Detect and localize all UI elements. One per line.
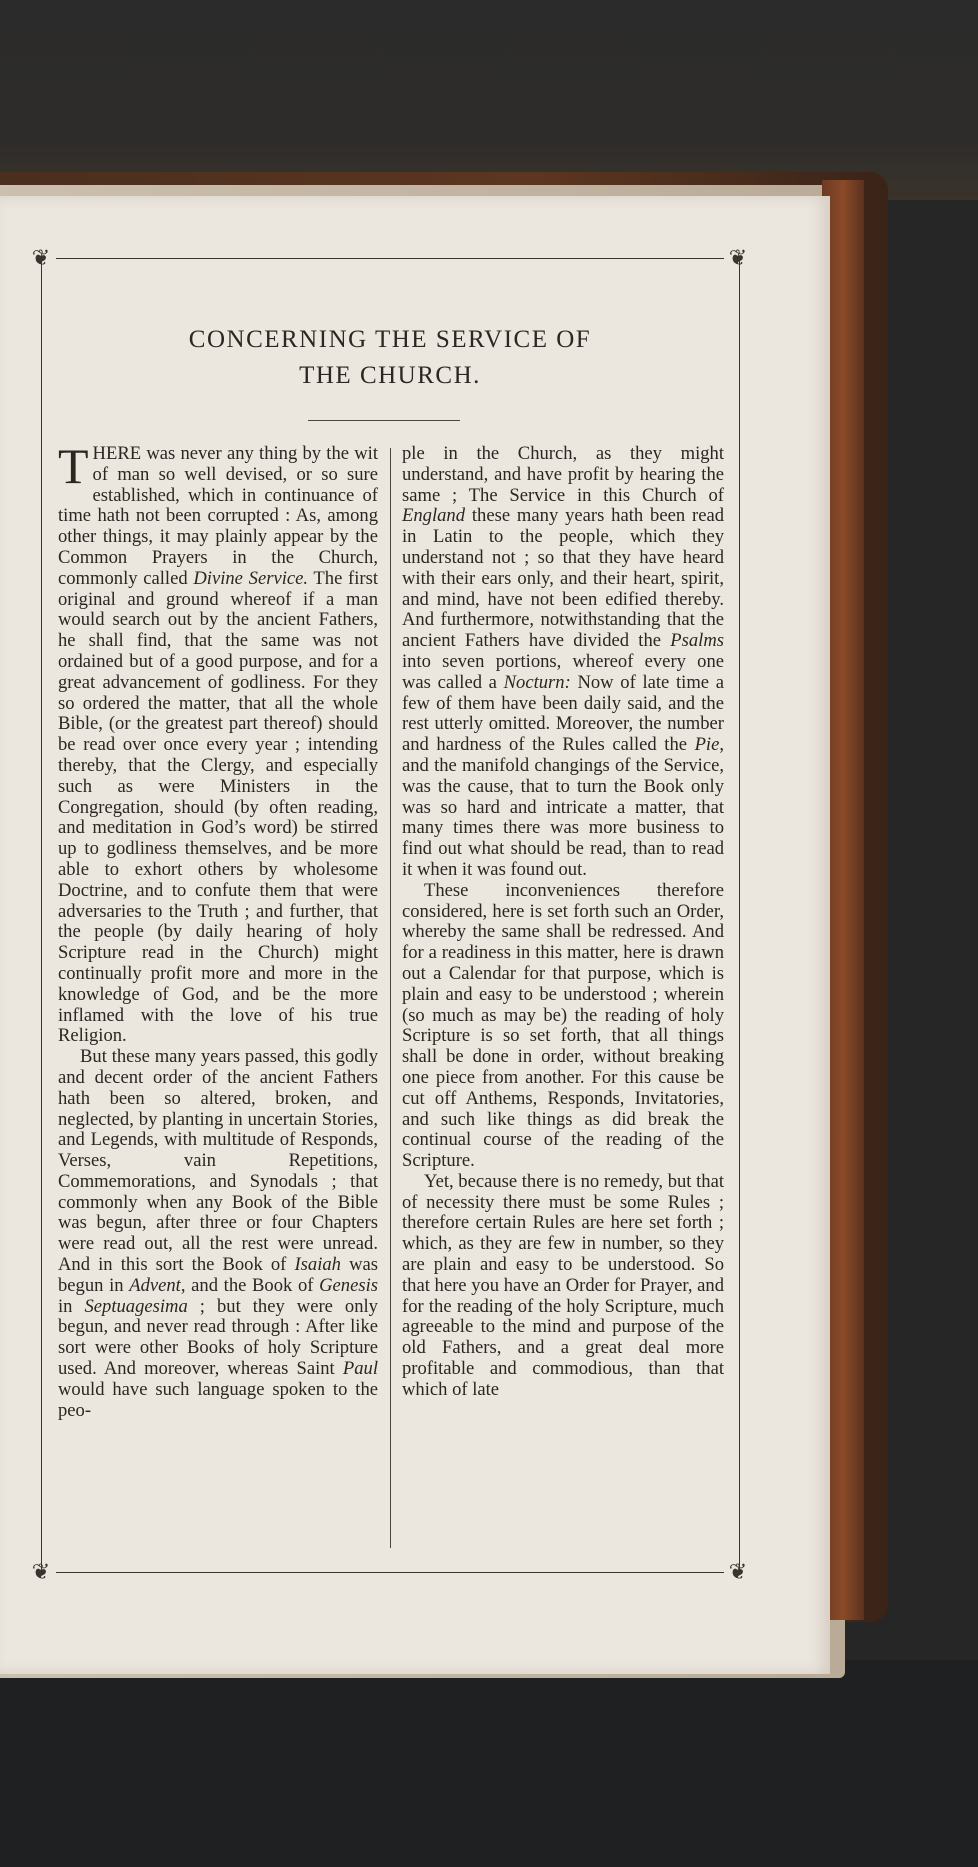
paragraph-text: ; but they were only begun, and never read through : After like sort were other Books of holy Scripture used. And moreover, whereas Saint: [58, 1295, 378, 1380]
italic-term: Septuagesima: [84, 1295, 188, 1317]
paragraph-continued: [402, 444, 724, 881]
italic-term: Divine Service.: [193, 567, 309, 589]
right-column: [402, 444, 724, 1401]
paragraph-2: [58, 1047, 378, 1421]
frame-bottom-rule: [56, 1572, 724, 1573]
left-column: [58, 438, 379, 1421]
italic-term: Genesis: [319, 1274, 378, 1296]
background-top: [0, 0, 978, 200]
paragraph-text: in: [58, 1295, 85, 1317]
paragraph-text: into seven portions, whereof every one was called a: [402, 650, 724, 693]
paragraph-1: [58, 438, 379, 1047]
background-bottom: [0, 1660, 978, 1867]
paragraph-text: , and the Book of: [180, 1274, 320, 1296]
italic-term: Advent: [129, 1274, 181, 1296]
lead-word: HERE: [92, 443, 142, 464]
page-title-line2: THE CHURCH.: [299, 362, 481, 389]
paragraph-text: But these many years passed, this godly and decent order of the ancient Fathers hath been so altered, broken, and neglected, by planting in uncertain Stories, and Legends, with multitude of Responds, Verses, vain Repetitions, Commemorations, and Synodals ; that commonly when any Book of the Bible was begun, after three or four Chapters were read out, all the rest were unread. And in this sort the Book of: [58, 1046, 378, 1276]
paragraph-4: Yet, because there is no remedy, but that of necessity there must be some Rules ; therefore certain Rules are here set forth ; which, as they are few in number, so they are plain and easy to be understood. So that here you have an Order for Prayer, and for the reading of the holy Scripture, much agreeable to the mind and purpose of the old Fathers, and a great deal more profitable and commodious, than that which of late: [402, 1170, 725, 1400]
title-rule: [308, 420, 460, 421]
paragraph-text: , and the manifold changings of the Service, was the cause, that to turn the Book only was so hard and intricate a matter, that many times there was more business to find out what should be read, than to read it when it was found out.: [402, 734, 724, 880]
ornament-top-left-icon: ❦: [31, 245, 51, 270]
book-page: [0, 196, 830, 1674]
column-divider: [390, 448, 391, 1548]
paragraph-text: Now of late time a few of them have been daily said, and the rest utterly omitted. Moreover, the number and hardness of the Rules called the: [402, 671, 724, 756]
ornament-top-right-icon: ❦: [728, 245, 748, 270]
drop-cap: T: [58, 438, 89, 494]
ornament-bottom-right-icon: ❦: [728, 1559, 748, 1584]
ornament-bottom-left-icon: ❦: [31, 1559, 51, 1584]
italic-term: Nocturn:: [503, 671, 571, 693]
paragraph-text: these many years hath been read in Latin to the people, which they understand not ; so that they have heard with their ears only, and their heart, spirit, and mind, have not been edified thereby. And furthermore, notwithstanding that the ancient Fathers have divided the: [402, 505, 724, 652]
paragraph-text: was never any thing by the wit of man so well devised, or so sure established, which in continuance of time hath not been corrupted : As, among other things, it may plainly appear by the Common Prayers in the Church, commonly called: [58, 443, 378, 589]
paragraph-text: The first original and ground whereof if a man would search out by the ancient Fathers, he shall find, that the same was not ordained but of a good purpose, and for a great advancement of godliness. For they so ordered the matter, that all the whole Bible, (or the greatest part thereof) should be read over once every year ; intending thereby, that the Clergy, and especially such as were Ministers in the Congregation, should (by often reading, and meditation in God’s word) be stirred up to godliness themselves, and be more able to exhort others by wholesome Doctrine, and to confute them that were adversaries to the Truth ; and further, that the people (by daily hearing of holy Scripture read in the Church) might continually profit more and more in the knowledge of God, and be the more inflamed with the love of his true Religion.: [58, 567, 379, 1047]
italic-term: Isaiah: [294, 1254, 341, 1276]
paragraph-text: ple in the Church, as they might understand, and have profit by hearing the same ; The Service in this Church of: [402, 443, 724, 506]
italic-term: Paul: [342, 1358, 378, 1380]
italic-term: England: [402, 505, 466, 527]
paragraph-text: was begun in: [58, 1254, 378, 1296]
page-title-line1: CONCERNING THE SERVICE OF: [188, 326, 592, 353]
italic-term: Pie: [694, 734, 720, 756]
italic-term: Psalms: [670, 630, 724, 652]
paragraph-3: These inconveniences therefore considered, here is set forth such an Order, whereby the same shall be redressed. And for a readiness in this matter, here is drawn out a Calendar for that purpose, which is plain and easy to be understood ; wherein (so much as may be) the reading of holy Scripture is so set forth, that all things shall be done in order, without breaking one piece from another. For this cause be cut off Anthems, Responds, Invitatories, and such like things as did break the continual course of the reading of the Scripture.: [402, 879, 724, 1172]
paragraph-text: would have such language spoken to the peo-: [58, 1378, 378, 1421]
